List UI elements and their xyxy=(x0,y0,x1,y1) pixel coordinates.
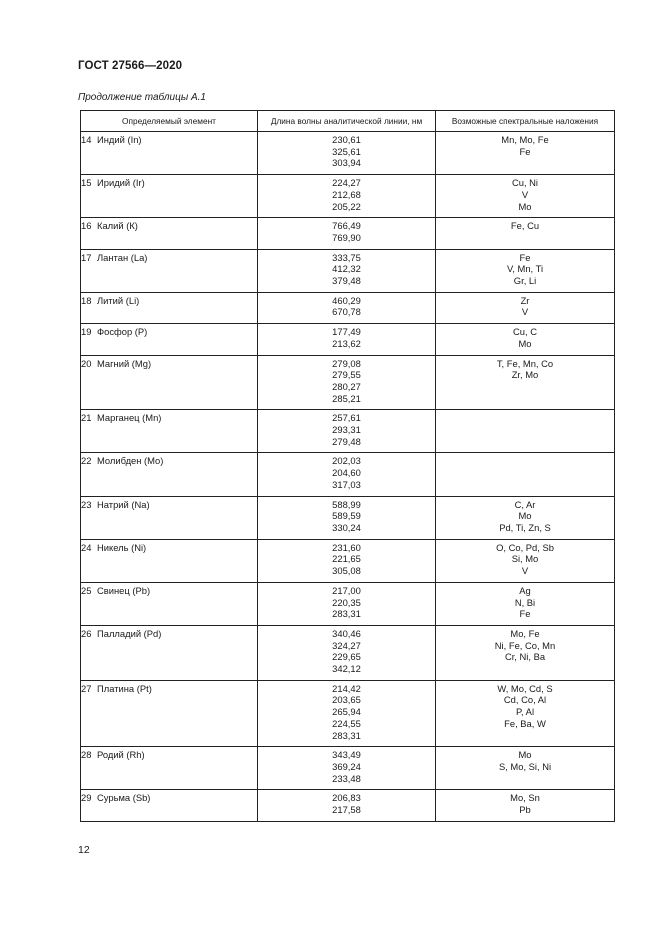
overlaps-cell xyxy=(436,355,615,410)
wavelength-value: 214,42 xyxy=(332,682,361,694)
wavelength-value: 369,24 xyxy=(332,760,361,772)
wavelength-value: 303,94 xyxy=(332,157,361,169)
row-number: 24 xyxy=(81,541,92,553)
wavelength-cell xyxy=(258,410,436,453)
table-row xyxy=(81,539,615,582)
overlap-value: T, Fe, Mn, Co xyxy=(496,357,554,369)
overlap-value: Pd, Ti, Zn, S xyxy=(499,521,551,533)
wavelength-value: 233,48 xyxy=(332,772,361,784)
wavelength-value: 205,22 xyxy=(332,200,361,212)
overlaps-cell xyxy=(436,175,615,218)
overlap-value: V xyxy=(521,306,529,318)
element-name: Марганец (Mn) xyxy=(97,412,162,424)
wavelength-value: 220,35 xyxy=(332,596,361,608)
document-code: ГОСТ 27566—2020 xyxy=(78,60,183,72)
overlap-value: Si, Mo xyxy=(511,553,539,565)
header-overlaps: Возможные спектральные наложения xyxy=(436,111,615,132)
wavelength-cell xyxy=(258,790,436,821)
row-number: 27 xyxy=(81,682,92,694)
wavelength-value: 283,31 xyxy=(332,729,361,741)
wavelength-value: 202,03 xyxy=(332,455,361,467)
row-number: 15 xyxy=(81,177,92,189)
wavelength-value: 588,99 xyxy=(332,498,361,510)
wavelength-value: 204,60 xyxy=(332,467,361,479)
element-cell xyxy=(81,355,258,410)
overlaps-cell xyxy=(436,453,615,496)
row-number: 17 xyxy=(81,251,92,263)
table-row xyxy=(81,249,615,292)
row-number: 26 xyxy=(81,627,92,639)
table-row xyxy=(81,324,615,355)
element-name: Свинец (Pb) xyxy=(97,584,151,596)
overlap-value: Zr xyxy=(520,294,530,306)
wavelength-value: 217,58 xyxy=(332,804,361,816)
wavelength-cell xyxy=(258,453,436,496)
overlaps-cell xyxy=(436,680,615,747)
overlaps-cell xyxy=(436,132,615,175)
element-name: Платина (Pt) xyxy=(97,682,152,694)
table-row xyxy=(81,132,615,175)
overlap-value: Mo xyxy=(518,200,532,212)
wavelength-value: 206,83 xyxy=(332,792,361,804)
row-number: 19 xyxy=(81,326,92,338)
table-row xyxy=(81,410,615,453)
overlap-value: Pb xyxy=(519,804,531,816)
overlaps-cell xyxy=(436,292,615,323)
overlaps-cell xyxy=(436,410,615,453)
overlap-value: V, Mn, Ti xyxy=(506,263,544,275)
wavelength-value: 279,48 xyxy=(332,435,361,447)
wavelength-value: 279,08 xyxy=(332,357,361,369)
table-row xyxy=(81,582,615,625)
overlap-value: Gr, Li xyxy=(513,275,537,287)
element-cell xyxy=(81,625,258,680)
element-name: Калий (К) xyxy=(97,220,138,232)
overlap-value: Mo, Fe xyxy=(510,627,540,639)
wavelength-value: 293,31 xyxy=(332,424,361,436)
wavelength-cell xyxy=(258,355,436,410)
overlap-value: V xyxy=(521,565,529,577)
element-name: Литий (Li) xyxy=(97,294,140,306)
table-header-row xyxy=(81,111,615,132)
wavelength-value: 379,48 xyxy=(332,275,361,287)
table-row xyxy=(81,790,615,821)
wavelength-value: 203,65 xyxy=(332,694,361,706)
table-caption: Продолжение таблицы А.1 xyxy=(78,92,206,103)
element-cell xyxy=(81,453,258,496)
overlap-value: Cr, Ni, Ba xyxy=(504,651,546,663)
element-name: Индий (In) xyxy=(97,134,142,145)
wavelength-cell xyxy=(258,175,436,218)
wavelength-value: 231,60 xyxy=(332,541,361,553)
element-cell xyxy=(81,496,258,539)
row-number: 29 xyxy=(81,792,92,804)
wavelength-value: 769,90 xyxy=(332,231,361,243)
table-row xyxy=(81,175,615,218)
wavelength-value: 177,49 xyxy=(332,326,361,338)
page-number: 12 xyxy=(78,844,90,856)
overlap-value: Cu, Ni xyxy=(511,177,539,189)
wavelength-value: 283,31 xyxy=(332,608,361,620)
table-row xyxy=(81,747,615,790)
overlap-value: S, Mo, Si, Ni xyxy=(498,760,552,772)
row-number: 25 xyxy=(81,584,92,596)
wavelength-cell xyxy=(258,747,436,790)
overlap-value: Fe xyxy=(519,608,531,620)
element-name: Иридий (Ir) xyxy=(97,177,145,189)
wavelength-value: 317,03 xyxy=(332,478,361,490)
element-cell xyxy=(81,175,258,218)
wavelength-value: 213,62 xyxy=(332,337,361,349)
element-cell xyxy=(81,218,258,249)
wavelength-value: 589,59 xyxy=(332,510,361,522)
wavelength-value: 230,61 xyxy=(332,134,361,145)
overlap-value: Fe xyxy=(519,251,531,263)
row-number: 18 xyxy=(81,294,92,306)
wavelength-value: 212,68 xyxy=(332,188,361,200)
table-row xyxy=(81,680,615,747)
element-name: Никель (Ni) xyxy=(97,541,147,553)
element-name: Сурьма (Sb) xyxy=(97,792,151,804)
element-cell xyxy=(81,324,258,355)
wavelength-value: 224,27 xyxy=(332,177,361,189)
wavelength-value: 766,49 xyxy=(332,220,361,232)
wavelength-value: 412,32 xyxy=(332,263,361,275)
wavelength-cell xyxy=(258,496,436,539)
row-number: 28 xyxy=(81,749,92,761)
row-number: 23 xyxy=(81,498,92,510)
wavelength-cell xyxy=(258,324,436,355)
wavelength-cell xyxy=(258,625,436,680)
overlap-value: Mo xyxy=(518,749,532,761)
overlaps-cell xyxy=(436,249,615,292)
element-cell xyxy=(81,249,258,292)
element-cell xyxy=(81,292,258,323)
element-cell xyxy=(81,747,258,790)
wavelength-value: 224,55 xyxy=(332,717,361,729)
wavelength-cell xyxy=(258,680,436,747)
element-cell xyxy=(81,582,258,625)
element-name: Фосфор (P) xyxy=(97,326,148,338)
overlap-value: Ag xyxy=(519,584,531,596)
table-row xyxy=(81,453,615,496)
wavelength-cell xyxy=(258,132,436,175)
element-name: Натрий (Na) xyxy=(97,498,150,510)
overlap-value: Mo xyxy=(518,510,532,522)
overlaps-cell xyxy=(436,747,615,790)
overlaps-cell xyxy=(436,539,615,582)
overlap-value: Mo xyxy=(518,337,532,349)
wavelength-value: 333,75 xyxy=(332,251,361,263)
wavelength-value: 279,55 xyxy=(332,369,361,381)
overlap-value: V xyxy=(521,188,529,200)
overlap-value: Fe, Ba, W xyxy=(504,717,546,729)
overlaps-cell xyxy=(436,218,615,249)
table-row xyxy=(81,496,615,539)
overlaps-cell xyxy=(436,790,615,821)
row-number: 21 xyxy=(81,412,92,424)
wavelength-cell xyxy=(258,582,436,625)
wavelength-cell xyxy=(258,292,436,323)
overlap-value: C, Ar xyxy=(514,498,536,510)
element-wavelength-table xyxy=(80,110,615,822)
overlap-value: Cd, Co, Al xyxy=(503,694,547,706)
wavelength-value: 670,78 xyxy=(332,306,361,318)
overlap-value: Fe xyxy=(519,145,531,157)
element-name: Магний (Mg) xyxy=(97,357,152,369)
wavelength-value: 280,27 xyxy=(332,380,361,392)
overlap-value: Zr, Mo xyxy=(511,369,539,381)
wavelength-cell xyxy=(258,539,436,582)
overlap-value: N, Bi xyxy=(514,596,536,608)
overlaps-cell xyxy=(436,582,615,625)
table-row xyxy=(81,625,615,680)
overlap-value: Mo, Sn xyxy=(510,792,540,804)
wavelength-value: 343,49 xyxy=(332,749,361,761)
wavelength-value: 305,08 xyxy=(332,565,361,577)
wavelength-value: 340,46 xyxy=(332,627,361,639)
overlap-value: Ni, Fe, Co, Mn xyxy=(494,639,556,651)
wavelength-value: 285,21 xyxy=(332,392,361,404)
wavelength-value: 342,12 xyxy=(332,663,361,675)
element-cell xyxy=(81,790,258,821)
row-number: 20 xyxy=(81,357,92,369)
overlap-value: O, Co, Pd, Sb xyxy=(496,541,554,553)
table-body xyxy=(81,132,615,822)
overlaps-cell xyxy=(436,324,615,355)
element-cell xyxy=(81,680,258,747)
overlap-value: Cu, C xyxy=(513,326,537,338)
row-number: 14 xyxy=(81,134,92,145)
overlap-value: P, Al xyxy=(515,706,535,718)
overlaps-cell xyxy=(436,496,615,539)
wavelength-value: 460,29 xyxy=(332,294,361,306)
element-cell xyxy=(81,410,258,453)
overlap-value: W, Mo, Cd, S xyxy=(497,682,553,694)
table-row xyxy=(81,355,615,410)
element-name: Родий (Rh) xyxy=(97,749,145,761)
element-name: Лантан (La) xyxy=(97,251,148,263)
table-row xyxy=(81,218,615,249)
element-cell xyxy=(81,132,258,175)
wavelength-value: 325,61 xyxy=(332,145,361,157)
wavelength-value: 229,65 xyxy=(332,651,361,663)
header-element: Определяемый элемент xyxy=(81,111,258,132)
header-wavelength: Длина волны аналитической линии, нм xyxy=(258,111,436,132)
table-row xyxy=(81,292,615,323)
element-name: Молибден (Mo) xyxy=(97,455,164,467)
wavelength-cell xyxy=(258,218,436,249)
wavelength-value: 221,65 xyxy=(332,553,361,565)
wavelength-value: 217,00 xyxy=(332,584,361,596)
overlap-value: Fe, Cu xyxy=(510,220,540,232)
wavelength-value: 257,61 xyxy=(332,412,361,424)
overlap-value: Mn, Mo, Fe xyxy=(501,134,549,145)
row-number: 22 xyxy=(81,455,92,467)
wavelength-cell xyxy=(258,249,436,292)
row-number: 16 xyxy=(81,220,92,232)
element-name: Палладий (Pd) xyxy=(97,627,162,639)
wavelength-value: 324,27 xyxy=(332,639,361,651)
element-cell xyxy=(81,539,258,582)
overlaps-cell xyxy=(436,625,615,680)
wavelength-value: 330,24 xyxy=(332,521,361,533)
wavelength-value: 265,94 xyxy=(332,706,361,718)
